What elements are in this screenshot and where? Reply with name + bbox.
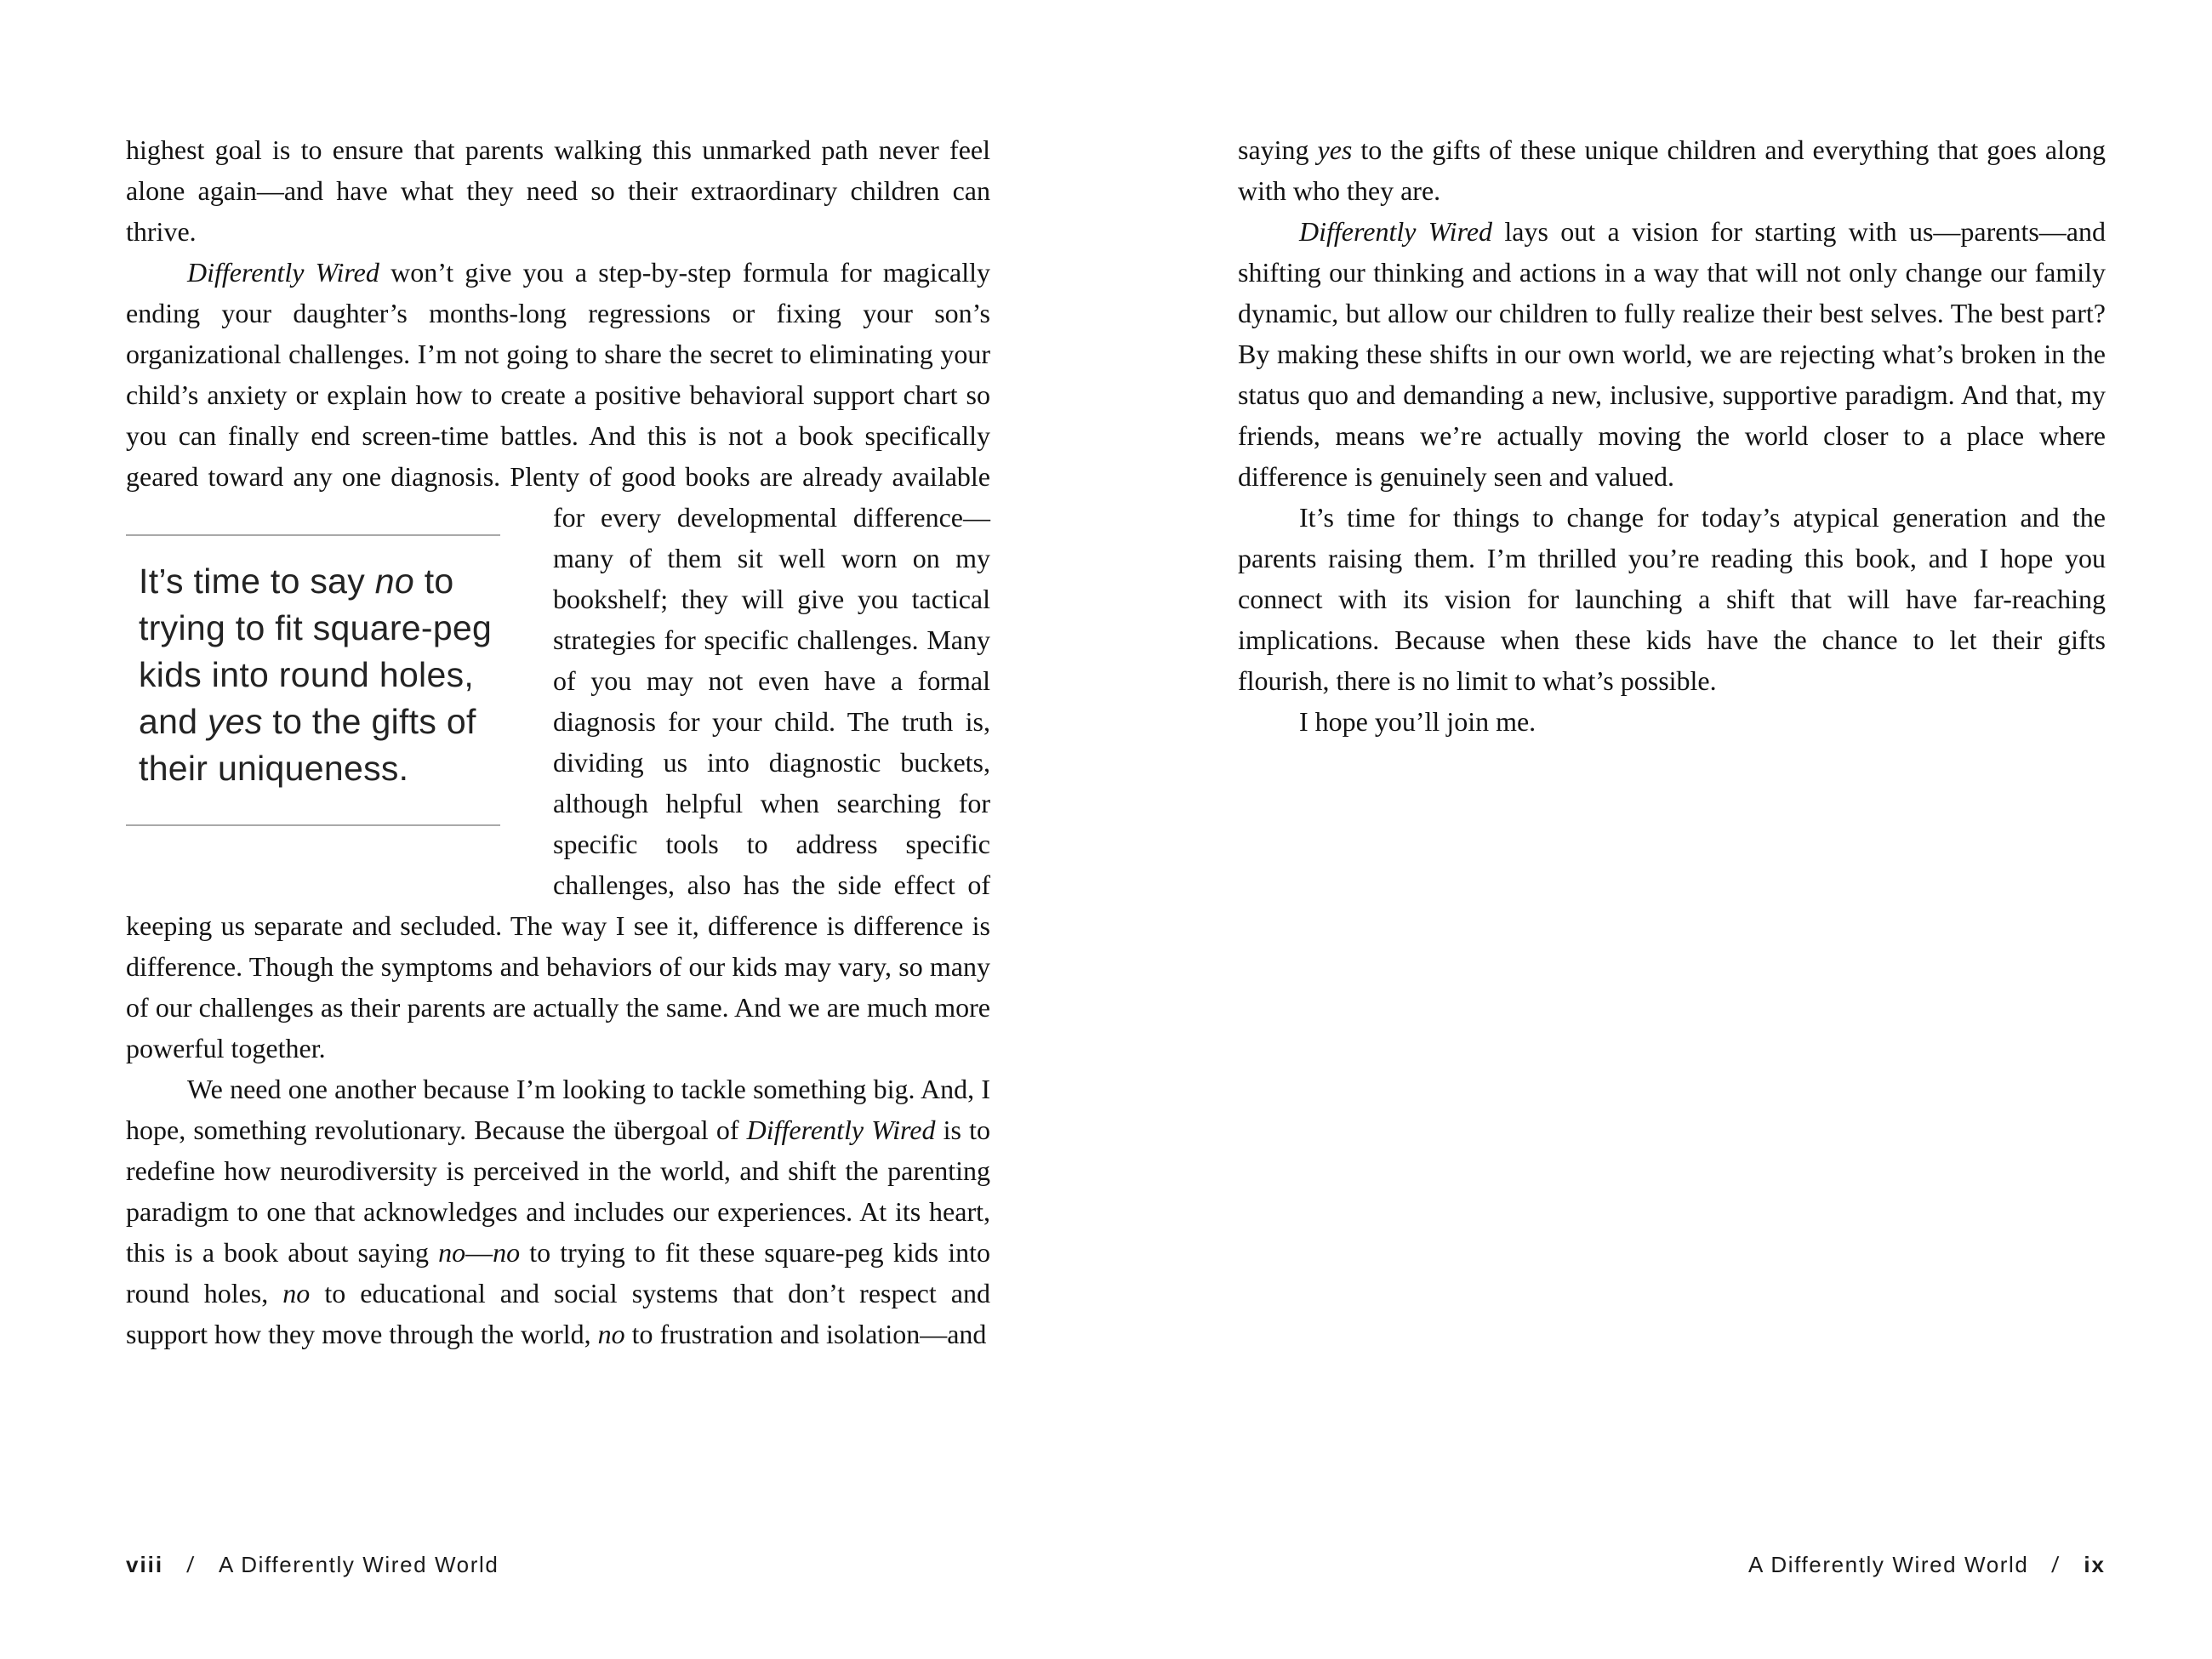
right-page-footer xyxy=(1748,1552,2106,1578)
left-text-column xyxy=(126,129,990,1354)
footer-separator-slash: / xyxy=(185,1552,197,1577)
pull-quote xyxy=(126,534,500,826)
page-number: viii xyxy=(126,1552,164,1577)
running-footer-title: A Differently Wired World xyxy=(218,1552,499,1577)
body-paragraph xyxy=(126,252,990,1069)
footer-separator-slash: / xyxy=(2050,1552,2061,1577)
pull-quote-text: It’s time to say no to trying to fit square-peg kids into round holes, and yes to the gifts of their uniqueness. xyxy=(139,562,493,788)
body-paragraph: highest goal is to ensure that parents walking this unmarked path never feel alone again—and have what they need so their extraordinary children can thrive. xyxy=(126,134,990,247)
body-paragraph: I hope you’ll join me. xyxy=(1299,706,1536,737)
left-page-footer xyxy=(126,1552,499,1578)
body-paragraph: It’s time for things to change for today’s atypical generation and the parents raising them. I’m thrilled you’re reading this book, and I hope you connect with its vision for launching a shift that will have far-reaching implications. Because when these kids have the chance to let their gifts flourish, there is no limit to what’s possible. xyxy=(1238,502,2106,696)
paragraph-text: difference—many of them sit well worn on my bookshelf; they will give you tactical strategies for specific challenges. Many of you may not even have a formal diagnosis for your child. The truth is, dividing us into diagnostic buckets, although helpful when searching for specific tools to address specific challenges, also has the side effect of keeping us separate and secluded. The way I see it, difference is difference is difference. Though the symptoms and behaviors of our kids may vary, so many of our challenges as their parents are actually the same. And we are much more powerful together. xyxy=(126,502,990,1063)
right-text-column xyxy=(1238,129,2106,742)
running-footer-title: A Differently Wired World xyxy=(1748,1552,2029,1577)
body-paragraph: saying yes to the gifts of these unique children and everything that goes along with who they are. xyxy=(1238,134,2106,206)
pull-quote-rule-bottom xyxy=(126,824,500,826)
page-number: ix xyxy=(2084,1552,2106,1577)
body-paragraph: Differently Wired lays out a vision for starting with us—parents—and shifting our thinking and actions in a way that will not only change our family dynamic, but allow our children to fully realize their best selves. The best part? By making these shifts in our own world, we are rejecting what’s broken in the status quo and demanding a new, inclusive, supportive paradigm. And that, my friends, means we’re actually moving the world closer to a place where difference is genuinely seen and valued. xyxy=(1238,216,2107,492)
paragraph-text: Differently Wired won’t give you a step-by-step formula for magically ending your daughter’s months-long regressions or fixing your son’s organizational challenges. I’m not going to share the secret to eliminating your child’s anxiety or explain how to create a positive behavioral support chart so you can finally end screen-time battles. And this is not a book specifically geared toward any one diagnosis. Plenty of good books are already available for every developmental xyxy=(126,257,991,533)
body-paragraph: We need one another because I’m looking to tackle something big. And, I hope, something revolutionary. Because the übergoal of Differently Wired is to redefine how neurodiversity is perceived in the world, and shift the parenting paradigm to one that acknowledges and includes our experiences. At its heart, this is a book about saying no—no to trying to fit these square-peg kids into round holes, no to educational and social systems that don’t respect and support how they move through the world, no to frustration and isolation—and xyxy=(126,1074,991,1349)
